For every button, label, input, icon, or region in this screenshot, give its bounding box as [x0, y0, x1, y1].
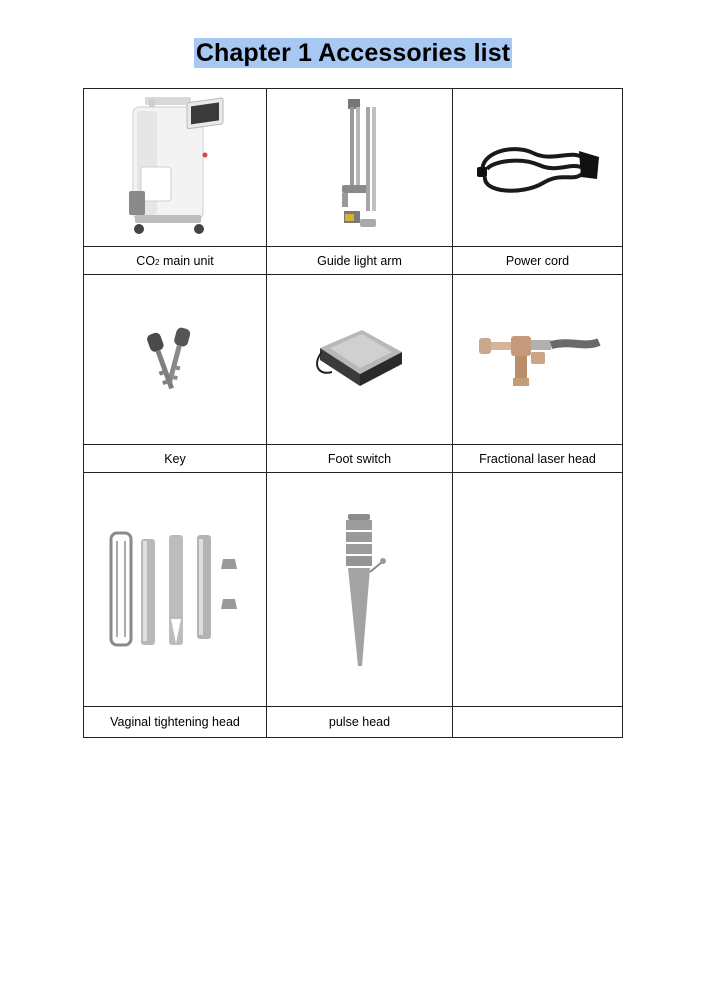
cell-power-cord-image — [453, 89, 623, 247]
cell-guide-arm-image — [267, 89, 453, 247]
main-unit-image — [115, 97, 235, 239]
table-row-images-2 — [84, 275, 623, 445]
label-main-unit-rest: main unit — [159, 253, 214, 268]
label-main-unit — [84, 247, 267, 275]
table-row-images-3 — [84, 473, 623, 707]
label-empty — [453, 707, 623, 738]
title-wrapper — [0, 38, 706, 68]
label-fractional-head: Fractional laser head — [453, 445, 623, 473]
label-main-unit-co: CO — [136, 253, 156, 268]
label-power-cord: Power cord — [453, 247, 623, 275]
foot-switch-image — [312, 324, 408, 396]
page-title: Chapter 1 Accessories list — [195, 39, 511, 67]
label-pulse-head: pulse head — [267, 707, 453, 738]
key-image — [145, 325, 205, 395]
table-row-labels-3 — [84, 707, 623, 738]
table-row-labels-2 — [84, 445, 623, 473]
label-foot-switch: Foot switch — [267, 445, 453, 473]
cell-foot-switch-image — [267, 275, 453, 445]
guide-arm-image — [330, 97, 390, 239]
cell-key-image — [84, 275, 267, 445]
cell-main-unit-image — [84, 89, 267, 247]
label-guide-arm: Guide light arm — [267, 247, 453, 275]
fractional-head-image — [475, 330, 601, 390]
label-key: Key — [84, 445, 267, 473]
cell-vaginal-head-image — [84, 473, 267, 707]
power-cord-image — [473, 133, 603, 203]
accessories-table — [83, 88, 623, 738]
cell-pulse-head-image — [267, 473, 453, 707]
label-vaginal-head: Vaginal tightening head — [84, 707, 267, 738]
vaginal-head-image — [105, 531, 245, 649]
cell-empty-image — [453, 473, 623, 707]
pulse-head-image — [330, 512, 390, 668]
table-row-labels-1 — [84, 247, 623, 275]
cell-fractional-head-image — [453, 275, 623, 445]
table-row-images-1 — [84, 89, 623, 247]
label-main-unit-subscript: 2 — [155, 257, 160, 267]
